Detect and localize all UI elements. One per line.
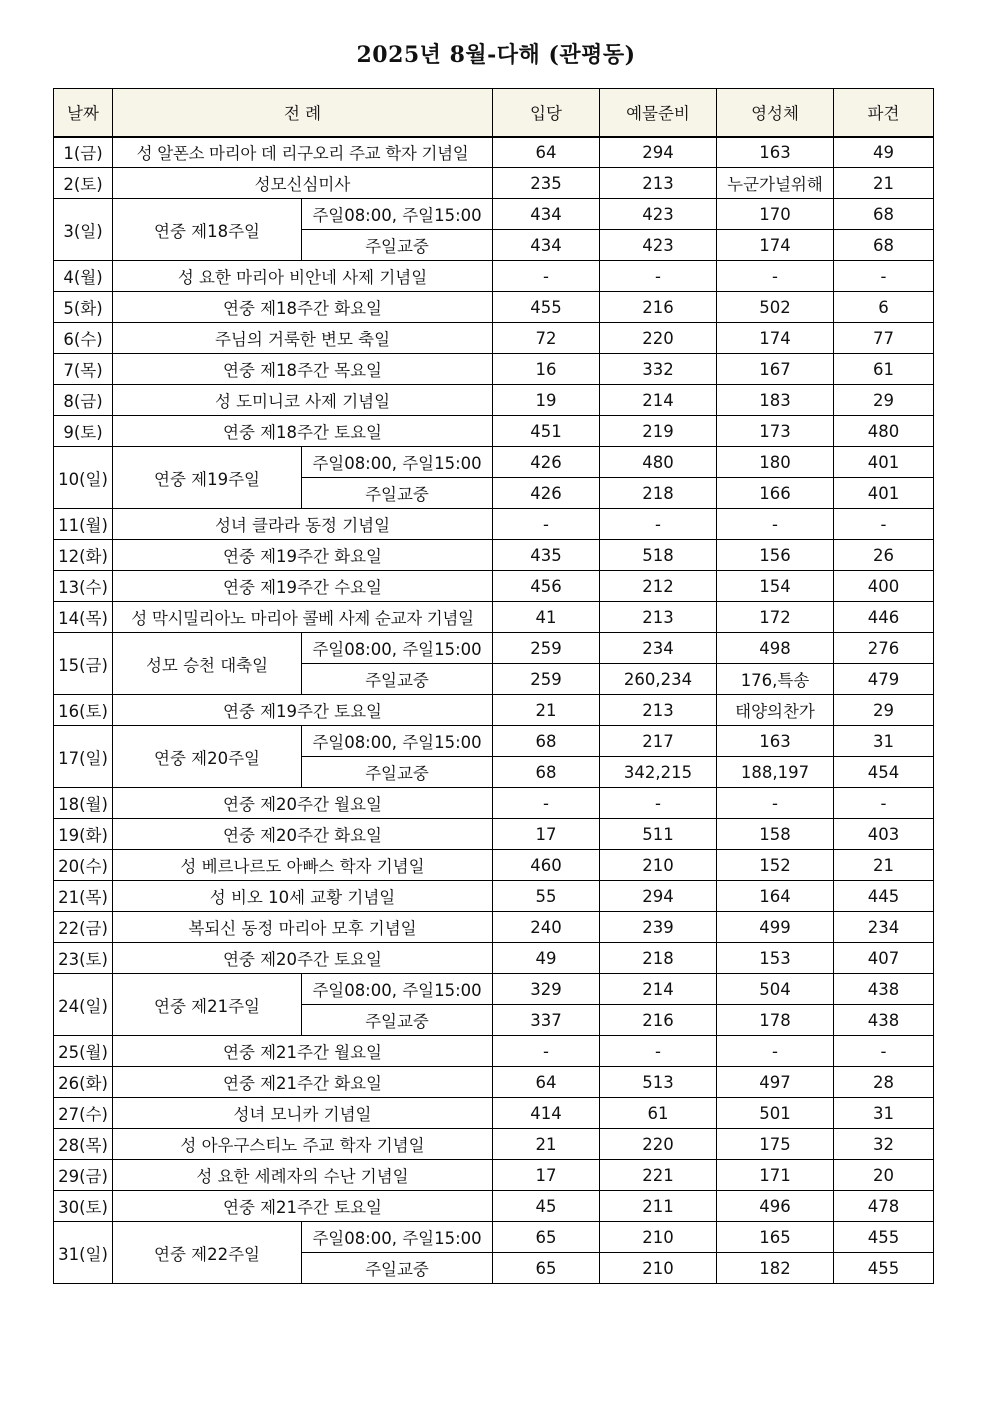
entrance-cell: 414: [493, 1098, 600, 1129]
entrance-cell: 65: [493, 1253, 600, 1284]
entrance-cell: 55: [493, 881, 600, 912]
mass-time-cell: 주일08:00, 주일15:00: [302, 974, 493, 1005]
liturgy-cell: 연중 제21주일: [113, 974, 302, 1036]
mass-time-cell: 주일교중: [302, 664, 493, 695]
date-cell: 11(월): [54, 509, 113, 540]
offertory-cell: 423: [600, 199, 717, 230]
offertory-cell: 294: [600, 881, 717, 912]
dismissal-cell: 407: [834, 943, 934, 974]
liturgy-cell: 연중 제20주간 월요일: [113, 788, 493, 819]
entrance-cell: 72: [493, 323, 600, 354]
communion-cell: 496: [717, 1191, 834, 1222]
dismissal-cell: 400: [834, 571, 934, 602]
communion-cell: 502: [717, 292, 834, 323]
date-cell: 27(수): [54, 1098, 113, 1129]
dismissal-cell: 455: [834, 1222, 934, 1253]
table-row: [54, 788, 934, 819]
date-cell: 21(목): [54, 881, 113, 912]
table-row: [54, 695, 934, 726]
header-date: 날짜: [54, 89, 113, 137]
liturgy-cell: 연중 제22주일: [113, 1222, 302, 1284]
table-row: [54, 912, 934, 943]
communion-cell: -: [717, 788, 834, 819]
communion-cell: -: [717, 261, 834, 292]
entrance-cell: 460: [493, 850, 600, 881]
entrance-cell: 434: [493, 199, 600, 230]
header-row: [54, 89, 934, 137]
offertory-cell: 294: [600, 137, 717, 168]
liturgy-cell: 연중 제19주간 토요일: [113, 695, 493, 726]
schedule-table: [53, 88, 934, 1284]
liturgy-cell: 연중 제20주간 토요일: [113, 943, 493, 974]
liturgy-cell: 연중 제21주간 월요일: [113, 1036, 493, 1067]
mass-time-cell: 주일08:00, 주일15:00: [302, 199, 493, 230]
entrance-cell: -: [493, 509, 600, 540]
entrance-cell: 240: [493, 912, 600, 943]
communion-cell: 152: [717, 850, 834, 881]
table-row: [54, 447, 934, 478]
date-cell: 31(일): [54, 1222, 113, 1284]
liturgy-cell: 성 요한 마리아 비안네 사제 기념일: [113, 261, 493, 292]
communion-cell: 172: [717, 602, 834, 633]
table-row: [54, 540, 934, 571]
entrance-cell: 456: [493, 571, 600, 602]
dismissal-cell: 446: [834, 602, 934, 633]
liturgy-cell: 성 베르나르도 아빠스 학자 기념일: [113, 850, 493, 881]
offertory-cell: 216: [600, 1005, 717, 1036]
dismissal-cell: 276: [834, 633, 934, 664]
entrance-cell: 434: [493, 230, 600, 261]
schedule-body: [54, 137, 934, 1284]
entrance-cell: -: [493, 1036, 600, 1067]
date-cell: 30(토): [54, 1191, 113, 1222]
page-title: 2025년 8월-다해 (관평동): [356, 42, 636, 68]
offertory-cell: -: [600, 788, 717, 819]
table-row: [54, 261, 934, 292]
communion-cell: 497: [717, 1067, 834, 1098]
communion-cell: 174: [717, 323, 834, 354]
entrance-cell: 41: [493, 602, 600, 633]
dismissal-cell: 61: [834, 354, 934, 385]
header-dismissal: 파견: [834, 89, 934, 137]
table-row: [54, 385, 934, 416]
date-cell: 7(목): [54, 354, 113, 385]
table-row: [54, 726, 934, 757]
mass-time-cell: 주일교중: [302, 1253, 493, 1284]
liturgy-cell: 성모 승천 대축일: [113, 633, 302, 695]
offertory-cell: 220: [600, 323, 717, 354]
date-cell: 9(토): [54, 416, 113, 447]
offertory-cell: 480: [600, 447, 717, 478]
entrance-cell: 21: [493, 695, 600, 726]
offertory-cell: 218: [600, 943, 717, 974]
dismissal-cell: 6: [834, 292, 934, 323]
dismissal-cell: 455: [834, 1253, 934, 1284]
mass-time-cell: 주일08:00, 주일15:00: [302, 726, 493, 757]
offertory-cell: 211: [600, 1191, 717, 1222]
communion-cell: 164: [717, 881, 834, 912]
date-cell: 28(목): [54, 1129, 113, 1160]
mass-time-cell: 주일교중: [302, 230, 493, 261]
communion-cell: 499: [717, 912, 834, 943]
table-row: [54, 354, 934, 385]
entrance-cell: 235: [493, 168, 600, 199]
table-row: [54, 1222, 934, 1253]
date-cell: 26(화): [54, 1067, 113, 1098]
communion-cell: 167: [717, 354, 834, 385]
date-cell: 25(월): [54, 1036, 113, 1067]
offertory-cell: 234: [600, 633, 717, 664]
entrance-cell: 259: [493, 664, 600, 695]
entrance-cell: 16: [493, 354, 600, 385]
liturgy-cell: 연중 제20주간 화요일: [113, 819, 493, 850]
liturgy-cell: 연중 제19주간 수요일: [113, 571, 493, 602]
communion-cell: 158: [717, 819, 834, 850]
offertory-cell: 214: [600, 385, 717, 416]
entrance-cell: 45: [493, 1191, 600, 1222]
offertory-cell: 217: [600, 726, 717, 757]
dismissal-cell: 31: [834, 1098, 934, 1129]
communion-cell: 180: [717, 447, 834, 478]
dismissal-cell: 454: [834, 757, 934, 788]
communion-cell: 156: [717, 540, 834, 571]
mass-time-cell: 주일08:00, 주일15:00: [302, 447, 493, 478]
table-row: [54, 819, 934, 850]
communion-cell: 178: [717, 1005, 834, 1036]
mass-time-cell: 주일08:00, 주일15:00: [302, 1222, 493, 1253]
offertory-cell: 218: [600, 478, 717, 509]
offertory-cell: 216: [600, 292, 717, 323]
date-cell: 23(토): [54, 943, 113, 974]
dismissal-cell: 32: [834, 1129, 934, 1160]
dismissal-cell: 438: [834, 1005, 934, 1036]
table-row: [54, 509, 934, 540]
offertory-cell: -: [600, 1036, 717, 1067]
date-cell: 5(화): [54, 292, 113, 323]
entrance-cell: 64: [493, 137, 600, 168]
date-cell: 19(화): [54, 819, 113, 850]
dismissal-cell: 20: [834, 1160, 934, 1191]
date-cell: 14(목): [54, 602, 113, 633]
mass-time-cell: 주일08:00, 주일15:00: [302, 633, 493, 664]
header-liturgy: 전 례: [113, 89, 493, 137]
mass-time-cell: 주일교중: [302, 478, 493, 509]
liturgy-cell: 성 막시밀리아노 마리아 콜베 사제 순교자 기념일: [113, 602, 493, 633]
communion-cell: 154: [717, 571, 834, 602]
offertory-cell: 210: [600, 850, 717, 881]
entrance-cell: 329: [493, 974, 600, 1005]
date-cell: 13(수): [54, 571, 113, 602]
offertory-cell: 332: [600, 354, 717, 385]
offertory-cell: 221: [600, 1160, 717, 1191]
date-cell: 16(토): [54, 695, 113, 726]
table-row: [54, 199, 934, 230]
communion-cell: -: [717, 1036, 834, 1067]
table-row: [54, 1191, 934, 1222]
offertory-cell: 210: [600, 1222, 717, 1253]
offertory-cell: 213: [600, 168, 717, 199]
offertory-cell: 260,234: [600, 664, 717, 695]
communion-cell: 504: [717, 974, 834, 1005]
table-row: [54, 1098, 934, 1129]
mass-time-cell: 주일교중: [302, 1005, 493, 1036]
entrance-cell: 19: [493, 385, 600, 416]
table-row: [54, 943, 934, 974]
offertory-cell: 212: [600, 571, 717, 602]
entrance-cell: -: [493, 261, 600, 292]
dismissal-cell: 480: [834, 416, 934, 447]
date-cell: 22(금): [54, 912, 113, 943]
table-row: [54, 137, 934, 168]
date-cell: 24(일): [54, 974, 113, 1036]
offertory-cell: 423: [600, 230, 717, 261]
communion-cell: 173: [717, 416, 834, 447]
offertory-cell: 210: [600, 1253, 717, 1284]
entrance-cell: 435: [493, 540, 600, 571]
offertory-cell: 213: [600, 695, 717, 726]
dismissal-cell: 29: [834, 385, 934, 416]
table-row: [54, 292, 934, 323]
date-cell: 3(일): [54, 199, 113, 261]
offertory-cell: 518: [600, 540, 717, 571]
table-row: [54, 1036, 934, 1067]
table-row: [54, 850, 934, 881]
date-cell: 18(월): [54, 788, 113, 819]
communion-cell: 153: [717, 943, 834, 974]
liturgy-cell: 연중 제20주일: [113, 726, 302, 788]
communion-cell: 176,특송: [717, 664, 834, 695]
communion-cell: 183: [717, 385, 834, 416]
communion-cell: 501: [717, 1098, 834, 1129]
entrance-cell: 65: [493, 1222, 600, 1253]
communion-cell: 166: [717, 478, 834, 509]
liturgy-cell: 성녀 모니카 기념일: [113, 1098, 493, 1129]
dismissal-cell: -: [834, 1036, 934, 1067]
date-cell: 2(토): [54, 168, 113, 199]
dismissal-cell: 21: [834, 168, 934, 199]
liturgy-cell: 연중 제19주일: [113, 447, 302, 509]
communion-cell: 498: [717, 633, 834, 664]
date-cell: 1(금): [54, 137, 113, 168]
entrance-cell: 17: [493, 1160, 600, 1191]
header-communion: 영성체: [717, 89, 834, 137]
entrance-cell: 49: [493, 943, 600, 974]
date-cell: 20(수): [54, 850, 113, 881]
table-row: [54, 1129, 934, 1160]
table-row: [54, 602, 934, 633]
liturgy-cell: 연중 제21주간 화요일: [113, 1067, 493, 1098]
header-offertory: 예물준비: [600, 89, 717, 137]
dismissal-cell: 49: [834, 137, 934, 168]
date-cell: 15(금): [54, 633, 113, 695]
liturgy-cell: 성 알폰소 마리아 데 리구오리 주교 학자 기념일: [113, 137, 493, 168]
liturgy-cell: 연중 제18주간 토요일: [113, 416, 493, 447]
mass-time-cell: 주일교중: [302, 757, 493, 788]
entrance-cell: 21: [493, 1129, 600, 1160]
communion-cell: 171: [717, 1160, 834, 1191]
date-cell: 29(금): [54, 1160, 113, 1191]
dismissal-cell: 403: [834, 819, 934, 850]
date-cell: 4(월): [54, 261, 113, 292]
table-row: [54, 633, 934, 664]
liturgy-cell: 연중 제21주간 토요일: [113, 1191, 493, 1222]
date-cell: 6(수): [54, 323, 113, 354]
dismissal-cell: 445: [834, 881, 934, 912]
date-cell: 12(화): [54, 540, 113, 571]
liturgy-cell: 주님의 거룩한 변모 축일: [113, 323, 493, 354]
entrance-cell: 68: [493, 726, 600, 757]
communion-cell: 174: [717, 230, 834, 261]
date-cell: 17(일): [54, 726, 113, 788]
communion-cell: 165: [717, 1222, 834, 1253]
liturgy-cell: 연중 제18주간 화요일: [113, 292, 493, 323]
liturgy-cell: 성 도미니코 사제 기념일: [113, 385, 493, 416]
liturgy-cell: 성 아우구스티노 주교 학자 기념일: [113, 1129, 493, 1160]
communion-cell: 누군가널위해: [717, 168, 834, 199]
offertory-cell: 220: [600, 1129, 717, 1160]
liturgy-cell: 연중 제18주일: [113, 199, 302, 261]
dismissal-cell: 479: [834, 664, 934, 695]
dismissal-cell: 68: [834, 199, 934, 230]
offertory-cell: 342,215: [600, 757, 717, 788]
entrance-cell: 337: [493, 1005, 600, 1036]
entrance-cell: 455: [493, 292, 600, 323]
dismissal-cell: 29: [834, 695, 934, 726]
offertory-cell: -: [600, 261, 717, 292]
offertory-cell: 214: [600, 974, 717, 1005]
offertory-cell: 239: [600, 912, 717, 943]
dismissal-cell: 401: [834, 478, 934, 509]
dismissal-cell: 478: [834, 1191, 934, 1222]
liturgy-cell: 성 비오 10세 교황 기념일: [113, 881, 493, 912]
dismissal-cell: 68: [834, 230, 934, 261]
liturgy-cell: 성모신심미사: [113, 168, 493, 199]
dismissal-cell: -: [834, 788, 934, 819]
entrance-cell: 64: [493, 1067, 600, 1098]
table-row: [54, 974, 934, 1005]
liturgy-cell: 연중 제18주간 목요일: [113, 354, 493, 385]
table-row: [54, 323, 934, 354]
communion-cell: 170: [717, 199, 834, 230]
communion-cell: 175: [717, 1129, 834, 1160]
date-cell: 8(금): [54, 385, 113, 416]
dismissal-cell: 77: [834, 323, 934, 354]
dismissal-cell: 28: [834, 1067, 934, 1098]
entrance-cell: -: [493, 788, 600, 819]
table-row: [54, 416, 934, 447]
offertory-cell: 61: [600, 1098, 717, 1129]
dismissal-cell: 21: [834, 850, 934, 881]
entrance-cell: 426: [493, 447, 600, 478]
communion-cell: 태양의찬가: [717, 695, 834, 726]
header-entrance: 입당: [493, 89, 600, 137]
entrance-cell: 17: [493, 819, 600, 850]
liturgy-cell: 복되신 동정 마리아 모후 기념일: [113, 912, 493, 943]
dismissal-cell: 31: [834, 726, 934, 757]
table-row: [54, 1160, 934, 1191]
communion-cell: -: [717, 509, 834, 540]
offertory-cell: 511: [600, 819, 717, 850]
table-row: [54, 168, 934, 199]
entrance-cell: 68: [493, 757, 600, 788]
offertory-cell: 213: [600, 602, 717, 633]
liturgy-cell: 성 요한 세례자의 수난 기념일: [113, 1160, 493, 1191]
dismissal-cell: 438: [834, 974, 934, 1005]
dismissal-cell: 234: [834, 912, 934, 943]
table-row: [54, 1067, 934, 1098]
liturgy-cell: 성녀 클라라 동정 기념일: [113, 509, 493, 540]
dismissal-cell: -: [834, 261, 934, 292]
entrance-cell: 451: [493, 416, 600, 447]
entrance-cell: 259: [493, 633, 600, 664]
liturgy-cell: 연중 제19주간 화요일: [113, 540, 493, 571]
communion-cell: 163: [717, 137, 834, 168]
communion-cell: 182: [717, 1253, 834, 1284]
offertory-cell: 219: [600, 416, 717, 447]
communion-cell: 188,197: [717, 757, 834, 788]
offertory-cell: 513: [600, 1067, 717, 1098]
communion-cell: 163: [717, 726, 834, 757]
table-row: [54, 881, 934, 912]
dismissal-cell: 401: [834, 447, 934, 478]
entrance-cell: 426: [493, 478, 600, 509]
offertory-cell: -: [600, 509, 717, 540]
date-cell: 10(일): [54, 447, 113, 509]
dismissal-cell: 26: [834, 540, 934, 571]
dismissal-cell: -: [834, 509, 934, 540]
table-row: [54, 571, 934, 602]
